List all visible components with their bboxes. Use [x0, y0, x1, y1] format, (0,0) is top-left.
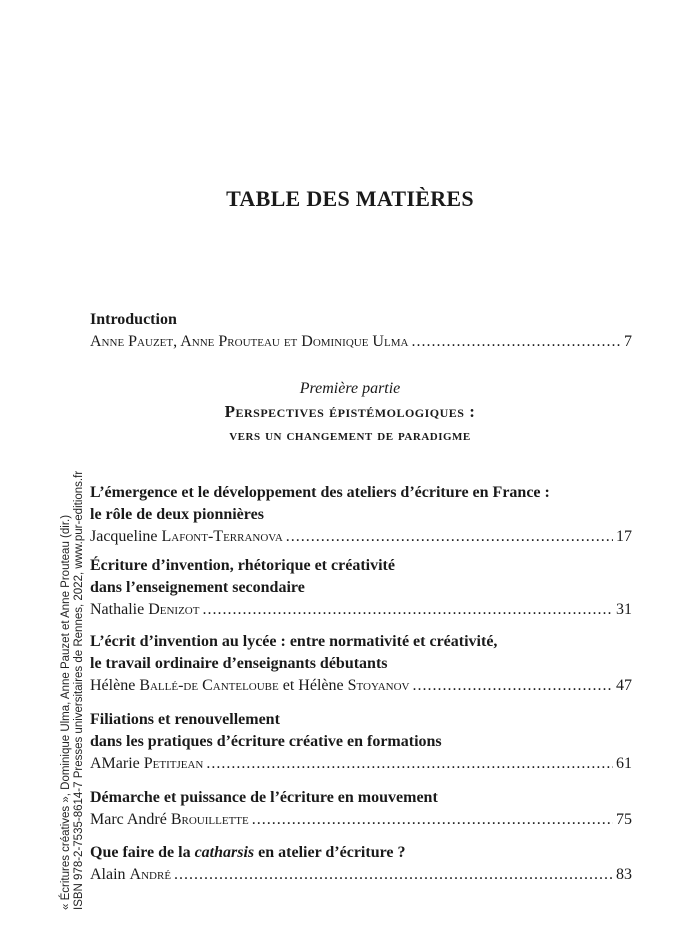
- leader-dots: [286, 526, 613, 548]
- author-names: [90, 753, 203, 775]
- author-first-name: AMarie: [90, 755, 140, 772]
- author-names: [90, 809, 249, 831]
- toc-entry-introduction: [90, 309, 632, 353]
- leader-dots: [202, 599, 613, 621]
- page-number: 47: [616, 677, 632, 694]
- page-title: TABLE DES MATIÈRES: [226, 186, 474, 211]
- leader-dots: [252, 809, 613, 831]
- entry-title-line: le rôle de deux pionnières: [90, 506, 264, 523]
- author-last-name: Denizot: [148, 601, 200, 618]
- author-last-name: Brouillette: [170, 811, 249, 828]
- author-first-name: Marc André: [90, 811, 167, 828]
- entry-title-line: L’émergence et le développement des ateliers d’écriture en France :: [90, 484, 550, 501]
- page-number: 31: [616, 601, 632, 618]
- title-italic: catharsis: [194, 844, 255, 861]
- page-number: 17: [616, 528, 632, 545]
- page-number: 83: [616, 866, 632, 883]
- leader-dots: [174, 864, 613, 886]
- author-names: [90, 675, 409, 697]
- page-number: 61: [616, 755, 632, 772]
- author-last-name: Lafont-Terranova: [161, 528, 283, 545]
- toc-entry: [90, 482, 632, 548]
- leader-dots: [411, 331, 621, 353]
- author-first-name: Jacqueline: [90, 528, 158, 545]
- author-last-name: Stoyanov: [347, 677, 410, 694]
- toc-entry: [90, 555, 632, 621]
- author-join: et Hélène: [282, 677, 344, 694]
- title-text: Que faire de la: [90, 844, 195, 861]
- author-first-name: Nathalie: [90, 601, 145, 618]
- part-title: Perspectives épistémologiques :: [224, 402, 476, 421]
- author-last-name: André: [129, 866, 172, 883]
- part-subtitle: vers un changement de paradigme: [229, 427, 471, 444]
- sidebar-line: « Écritures créatives », Dominique Ulma, Anne Pauzet et Anne Prouteau (dir.): [60, 514, 72, 910]
- entry-title-line: Filiations et renouvellement: [90, 711, 280, 728]
- entry-title-line: dans les pratiques d’écriture créative en formations: [90, 733, 442, 750]
- entry-authors: [90, 809, 632, 831]
- entry-title-line: [90, 842, 632, 864]
- toc-entry: [90, 631, 632, 697]
- title-text: en atelier d’écriture ?: [254, 844, 406, 861]
- entry-title: Introduction: [90, 311, 177, 328]
- entry-title-line: L’écrit d’invention au lycée : entre normativité et créativité,: [90, 633, 498, 650]
- leader-dots: [206, 753, 613, 775]
- entry-authors: [90, 675, 632, 697]
- page-number: 7: [624, 333, 632, 350]
- entry-authors: [90, 331, 632, 353]
- leader-dots: [412, 675, 613, 697]
- entry-authors: [90, 599, 632, 621]
- entry-title-line: le travail ordinaire d’enseignants débutants: [90, 655, 388, 672]
- entry-title-line: dans l’enseignement secondaire: [90, 579, 305, 596]
- author-last-name: Petitjean: [143, 755, 204, 772]
- part-label: Première partie: [299, 380, 401, 397]
- entry-authors: [90, 526, 632, 548]
- author-first-name: Hélène: [90, 677, 136, 694]
- sidebar-line: ISBN 978-2-7535-8614-7 Presses universitaires de Rennes, 2022, www.pur-editions.fr: [73, 470, 85, 910]
- entry-authors: [90, 753, 632, 775]
- toc-entry: [90, 842, 632, 886]
- entry-authors: [90, 864, 632, 886]
- toc-entry: [90, 787, 632, 831]
- author-names: [90, 526, 283, 548]
- entry-title-line: Écriture d’invention, rhétorique et créativité: [90, 557, 395, 574]
- author-first-name: Alain: [90, 866, 126, 883]
- part-heading: [0, 378, 700, 448]
- toc-entry: [90, 709, 632, 775]
- page-number: 75: [616, 811, 632, 828]
- author-names: [90, 599, 199, 621]
- author-last-name: Ballé-de Canteloube: [139, 677, 279, 694]
- author-names: [90, 864, 171, 886]
- entry-title-line: Démarche et puissance de l’écriture en mouvement: [90, 789, 438, 806]
- author-names: Anne Pauzet, Anne Prouteau et Dominique Ulma: [90, 333, 409, 350]
